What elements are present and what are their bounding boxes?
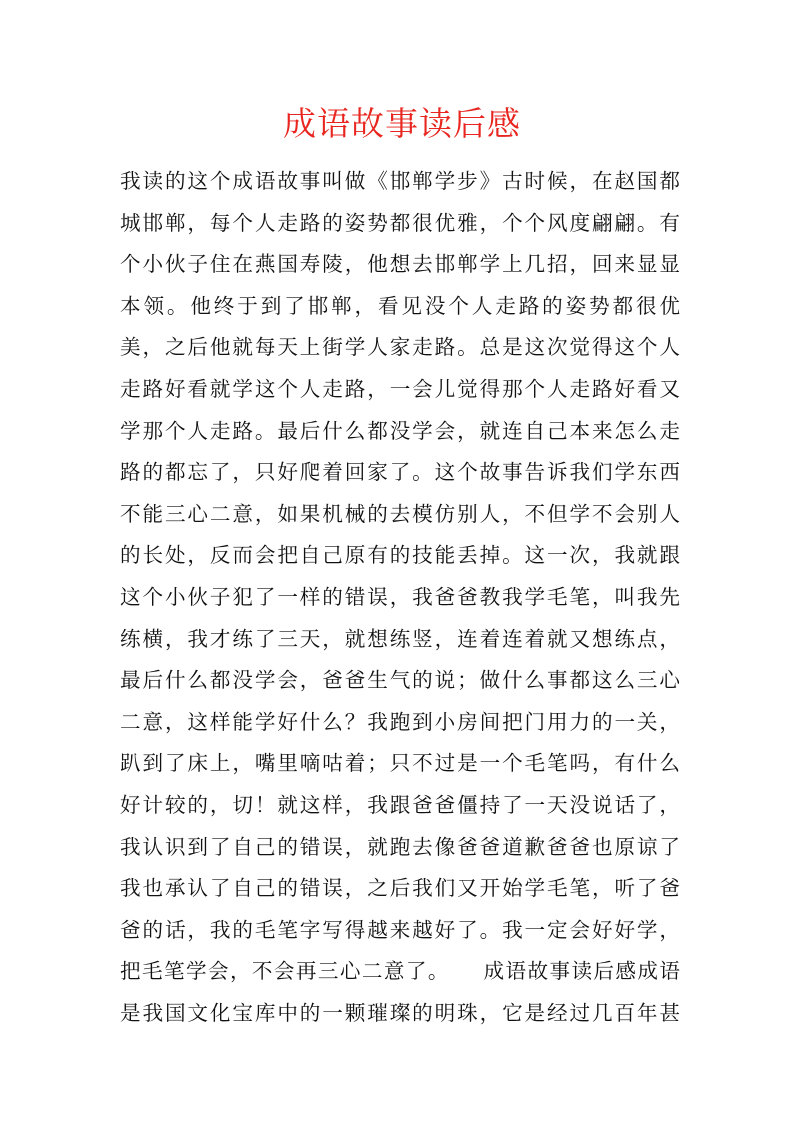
body-line: 这个小伙子犯了一样的错误，我爸爸教我学毛笔，叫我先 [120,584,680,609]
body-line: 最后什么都没学会，爸爸生气的说；做什么事都这么三心 [120,668,680,693]
body-line: 我读的这个成语故事叫做《邯郸学步》古时候，在赵国都 [120,169,680,193]
body-line: 趴到了床上，嘴里嘀咕着；只不过是一个毛笔吗，有什么 [120,751,680,776]
body-line: 学那个人走路。最后什么都没学会，就连自己本来怎么走 [120,418,680,443]
body-line: 城邯郸，每个人走路的姿势都很优雅，个个风度翩翩。有 [120,210,680,235]
body-line: 个小伙子住在燕国寿陵，他想去邯郸学上几招，回来显显 [120,252,680,277]
body-line: 走路好看就学这个人走路，一会儿觉得那个人走路好看又 [120,376,680,401]
body-line: 我也承认了自己的错误，之后我们又开始学毛笔，听了爸 [120,876,680,901]
body-line: 的长处，反而会把自己原有的技能丢掉。这一次，我就跟 [120,543,680,568]
body-line: 路的都忘了，只好爬着回家了。这个故事告诉我们学东西 [120,460,680,485]
body-line: 爸的话，我的毛笔字写得越来越好了。我一定会好好学， [120,917,680,942]
body-line: 是我国文化宝库中的一颗璀璨的明珠，它是经过几百年甚 [120,1000,680,1025]
document-body [120,161,680,1034]
body-line: 把毛笔学会，不会再三心二意了。 成语故事读后感成语 [120,959,680,984]
body-line: 我认识到了自己的错误，就跑去像爸爸道歉爸爸也原谅了 [120,834,680,859]
document-title: 成语故事读后感 [283,104,521,143]
body-line: 练横，我才练了三天，就想练竖，连着连着就又想练点， [120,626,680,651]
body-line: 本领。他终于到了邯郸，看见没个人走路的姿势都很优 [120,293,680,318]
body-line: 美，之后他就每天上街学人家走路。总是这次觉得这个人 [120,335,680,360]
body-line: 好计较的，切！就这样，我跟爸爸僵持了一天没说话了， [120,792,680,817]
body-line: 不能三心二意，如果机械的去模仿别人，不但学不会别人 [120,501,680,526]
body-line: 二意，这样能学好什么？我跑到小房间把门用力的一关， [120,709,680,734]
